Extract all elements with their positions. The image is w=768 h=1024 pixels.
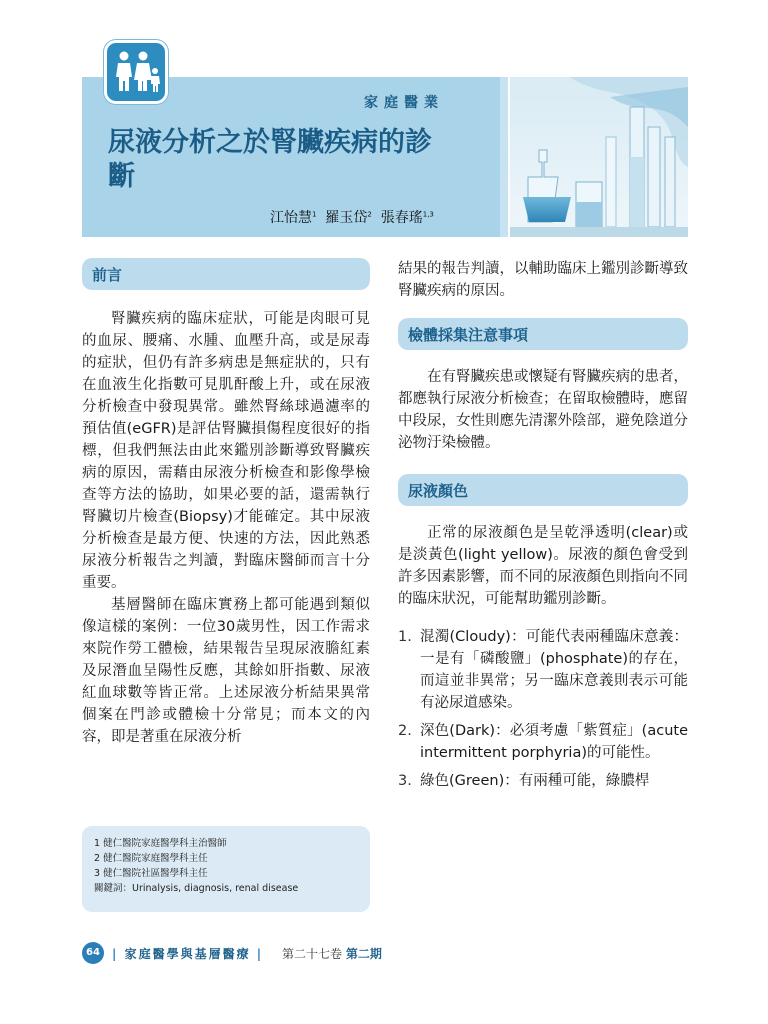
urine-color-list [398, 626, 688, 792]
author-affiliation: 1,3 [422, 210, 434, 219]
section-heading: 尿液顏色 [398, 474, 688, 506]
author-name: 江怡慧 [270, 210, 312, 226]
list-text: 深色(Dark)：必須考慮「紫質症」(acute intermittent porphyria)的可能性。 [420, 723, 688, 761]
continuation-paragraph: 結果的報告判讀，以輔助臨床上鑑別診斷導致腎臟疾病的原因。 [398, 261, 688, 299]
lab-glassware-image [510, 77, 688, 237]
list-number: 2. [398, 723, 412, 739]
author-affiliation: 1 [312, 210, 317, 219]
left-column [82, 258, 370, 748]
author-name: 張春瑤 [380, 210, 423, 226]
section-heading: 前言 [82, 258, 370, 290]
list-text: 綠色(Green)：有兩種可能，綠膿桿 [420, 773, 650, 789]
note-line: 1 健仁醫院家庭醫學科主治醫師 [94, 838, 227, 849]
specimen-paragraph: 在有腎臟疾患或懷疑有腎臟疾病的患者，都應執行尿液分析檢查；在留取檢體時，應留中段尿，女性則應先清潔外陰部，避免陰道分泌物汙染檢體。 [398, 369, 688, 451]
category-label: 家庭醫業 [364, 95, 444, 111]
urine-color-paragraph: 正常的尿液顏色是呈乾淨透明(clear)或是淡黃色(light yellow)。尿液的顏色會受到許多因素影響，而不同的尿液顏色則指向不同的臨床狀況，可能幫助鑑別診斷。 [398, 525, 688, 607]
list-item [398, 770, 688, 792]
issue-info [282, 945, 382, 962]
author-name: 羅玉岱 [325, 210, 368, 226]
issue-label: 第二期 [345, 947, 382, 961]
page-number: 64 [82, 942, 104, 964]
article-title: 尿液分析之於腎臟疾病的診斷 [108, 127, 432, 192]
author-list [270, 207, 434, 227]
list-item [398, 626, 688, 714]
page-footer [82, 942, 402, 966]
note-line: 2 健仁醫院家庭醫學科主任 [94, 853, 208, 864]
list-number: 1. [398, 629, 412, 645]
section-heading: 檢體採集注意事項 [398, 318, 688, 350]
note-line: 3 健仁醫院社區醫學科主任 [94, 868, 208, 879]
keywords-line: 關鍵詞：Urinalysis, diagnosis, renal disease [94, 883, 299, 894]
journal-name: | 家庭醫學與基層醫療 | [112, 947, 264, 961]
list-number: 3. [398, 773, 412, 789]
affiliation-notes [82, 826, 370, 912]
list-item [398, 720, 688, 764]
family-logo-icon [104, 40, 168, 104]
volume-label: 第二十七卷 [282, 947, 343, 961]
journal-title: 家庭醫學與基層醫療 [124, 947, 251, 961]
intro-paragraph: 腎臟疾病的臨床症狀，可能是肉眼可見的血尿、腰痛、水腫、血壓升高，或是尿毒的症狀，但仍有許多病患是無症狀的，只有在血液生化指數可見肌酐酸上升，或在尿液分析檢查中發現異常。雖然腎絲球過濾率的預估值(eGFR)是評估腎臟損傷程度很好的指標，但我們無法由此來鑑別診斷導致腎臟疾病的原因，需藉由尿液分析檢查和影像學檢查等方法的協助，如果必要的話，還需執行腎臟切片檢查(Biopsy)才能確定。其中尿液分析檢查是最方便、快速的方法，因此熟悉尿液分析報告之判讀，對臨床醫師而言十分重要。 [82, 311, 370, 591]
author-affiliation: 2 [367, 210, 372, 219]
case-paragraph: 基層醫師在臨床實務上都可能遇到類似像這樣的案例：一位30歲男性，因工作需求來院作勞工體檢，結果報告呈現尿液膽紅素及尿潛血呈陽性反應，其餘如肝指數、尿液紅血球數等皆正常。上述尿液分析結果異常個案在門診或體檢十分常見；而本文的內容，即是著重在尿液分析 [82, 597, 370, 745]
list-text: 混濁(Cloudy)：可能代表兩種臨床意義：一是有「磷酸鹽」(phosphate)的存在，而這並非異常；另一臨床意義則表示可能有泌尿道感染。 [420, 629, 688, 711]
banner-edge [500, 77, 508, 237]
right-column [398, 258, 688, 798]
